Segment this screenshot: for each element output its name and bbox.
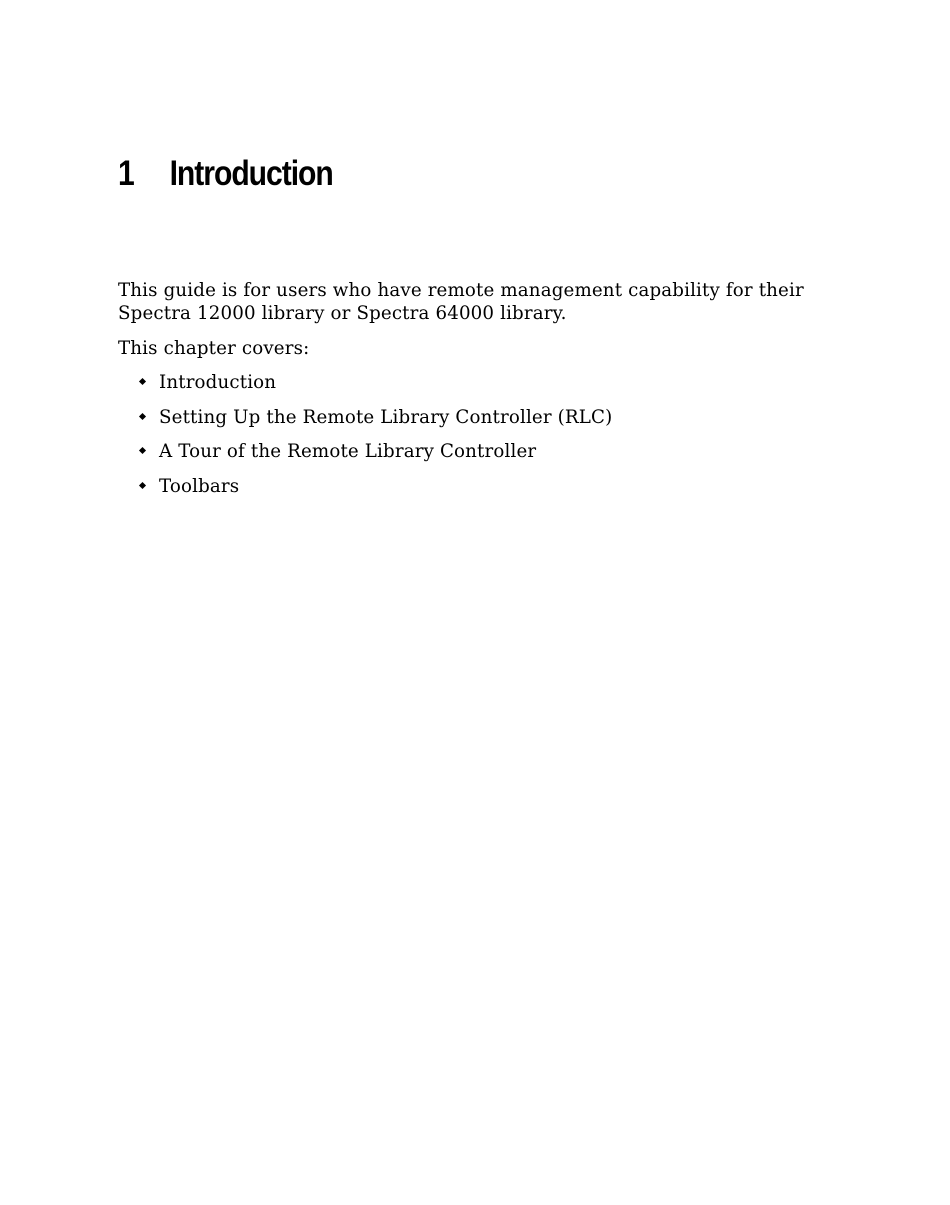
list-item-label: A Tour of the Remote Library Controller xyxy=(159,441,537,463)
list-item-label: Setting Up the Remote Library Controller (RLC) xyxy=(159,406,613,428)
chapter-topics-list xyxy=(137,371,619,510)
list-item-label: Introduction xyxy=(159,372,277,393)
list-item xyxy=(137,475,619,498)
chapter-number: 1 xyxy=(118,154,134,193)
chapter-title: Introduction xyxy=(169,154,333,193)
diamond-bullet-icon xyxy=(139,413,146,420)
list-item-label: Toolbars xyxy=(159,476,240,498)
intro-paragraph xyxy=(118,279,804,325)
diamond-bullet-icon xyxy=(139,378,146,385)
chapter-covers-label: This chapter covers: xyxy=(118,338,310,359)
diamond-bullet-icon xyxy=(139,482,146,489)
diamond-bullet-icon xyxy=(139,447,146,454)
chapter-heading xyxy=(118,152,333,196)
intro-line-1: This guide is for users who have remote management capability for their xyxy=(118,280,804,301)
list-item xyxy=(137,440,619,463)
list-item xyxy=(137,406,619,429)
list-item xyxy=(137,371,619,394)
intro-line-2: Spectra 12000 library or Spectra 64000 library. xyxy=(118,303,567,324)
